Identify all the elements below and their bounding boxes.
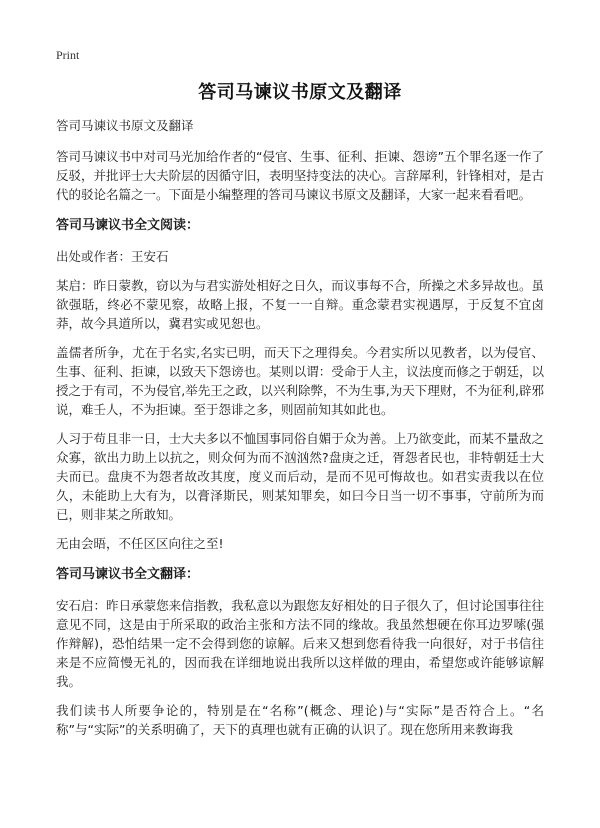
- translation-paragraph: 安石启：昨日承蒙您来信指教，我私意以为跟您友好相处的日子很久了，但讨论国事往往意见不同，这是由于所采取的政治主张和方法不同的缘故。我虽然想硬在你耳边罗嗦(强作辩解)，恐怕结果一定不会得到您的谅解。后来又想到您看待我一向很好，对于书信往来是不应简慢无礼的，因而我在详细地说出我所以这样做的理由，希望您或许能够谅解我。: [56, 598, 544, 689]
- original-paragraph: 无由会晤，不任区区向往之至!: [56, 536, 224, 551]
- author-line: 出处或作者：王安石: [56, 249, 169, 264]
- page-title: 答司马谏议书原文及翻译: [198, 82, 402, 103]
- section-heading-original: 答司马谏议书全文阅读：: [56, 218, 200, 233]
- intro-paragraph: 答司马谏议书中对司马光加给作者的“侵官、生事、征利、拒谏、怨谤”五个罪名逐一作了反驳，并批评士大夫阶层的因循守旧，表明坚持变法的决心。言辞犀利，针锋相对，是古代的驳论名篇之一。下面是小编整理的答司马谏议书原文及翻译，大家一起来看看吧。: [56, 149, 544, 202]
- original-paragraph: 某启：昨日蒙教，窃以为与君实游处相好之日久，而议事每不合，所操之术多异故也。虽欲强聒，终必不蒙见察，故略上报，不复一一自辩。重念蒙君实视遇厚，于反复不宜卤莽，故今具道所以，冀君实或见恕也。: [56, 278, 544, 331]
- article-subtitle: 答司马谏议书原文及翻译: [56, 118, 194, 133]
- article-body: [56, 116, 544, 749]
- print-link[interactable]: Print: [56, 48, 80, 62]
- section-heading-translation: 答司马谏议书全文翻译：: [56, 567, 200, 582]
- original-paragraph: 人习于苟且非一日，士大夫多以不恤国事同俗自媚于众为善。上乃欲变此，而某不量敌之众寡，欲出力助上以抗之，则众何为而不汹汹然?盘庚之迁，胥怨者民也，非特朝廷士大夫而已。盘庚不为怨者故改其度，度义而后动，是而不见可悔故也。如君实责我以在位久，未能助上大有为，以膏泽斯民，则某知罪矣，如曰今日当一切不事事，守前所为而已，则非某之所敢知。: [56, 431, 544, 522]
- original-paragraph: 盖儒者所争，尤在于名实,名实已明，而天下之理得矣。今君实所以见教者，以为侵官、生事、征利、拒谏，以致天下怨谤也。某则以谓：受命于人主，议法度而修之于朝廷，以授之于有司，不为侵官,举先王之政，以兴利除弊，不为生事,为天下理财，不为征利,辟邪说，难壬人，不为拒谏。至于怨诽之多，则固前知其如此也。: [56, 345, 544, 417]
- translation-paragraph: 我们读书人所要争论的，特别是在“名称”(概念、理论)与“实际”是否符合上。“名称”与“实际”的关系明确了，天下的真理也就有正确的认识了。现在您所用来教诲我: [56, 703, 544, 737]
